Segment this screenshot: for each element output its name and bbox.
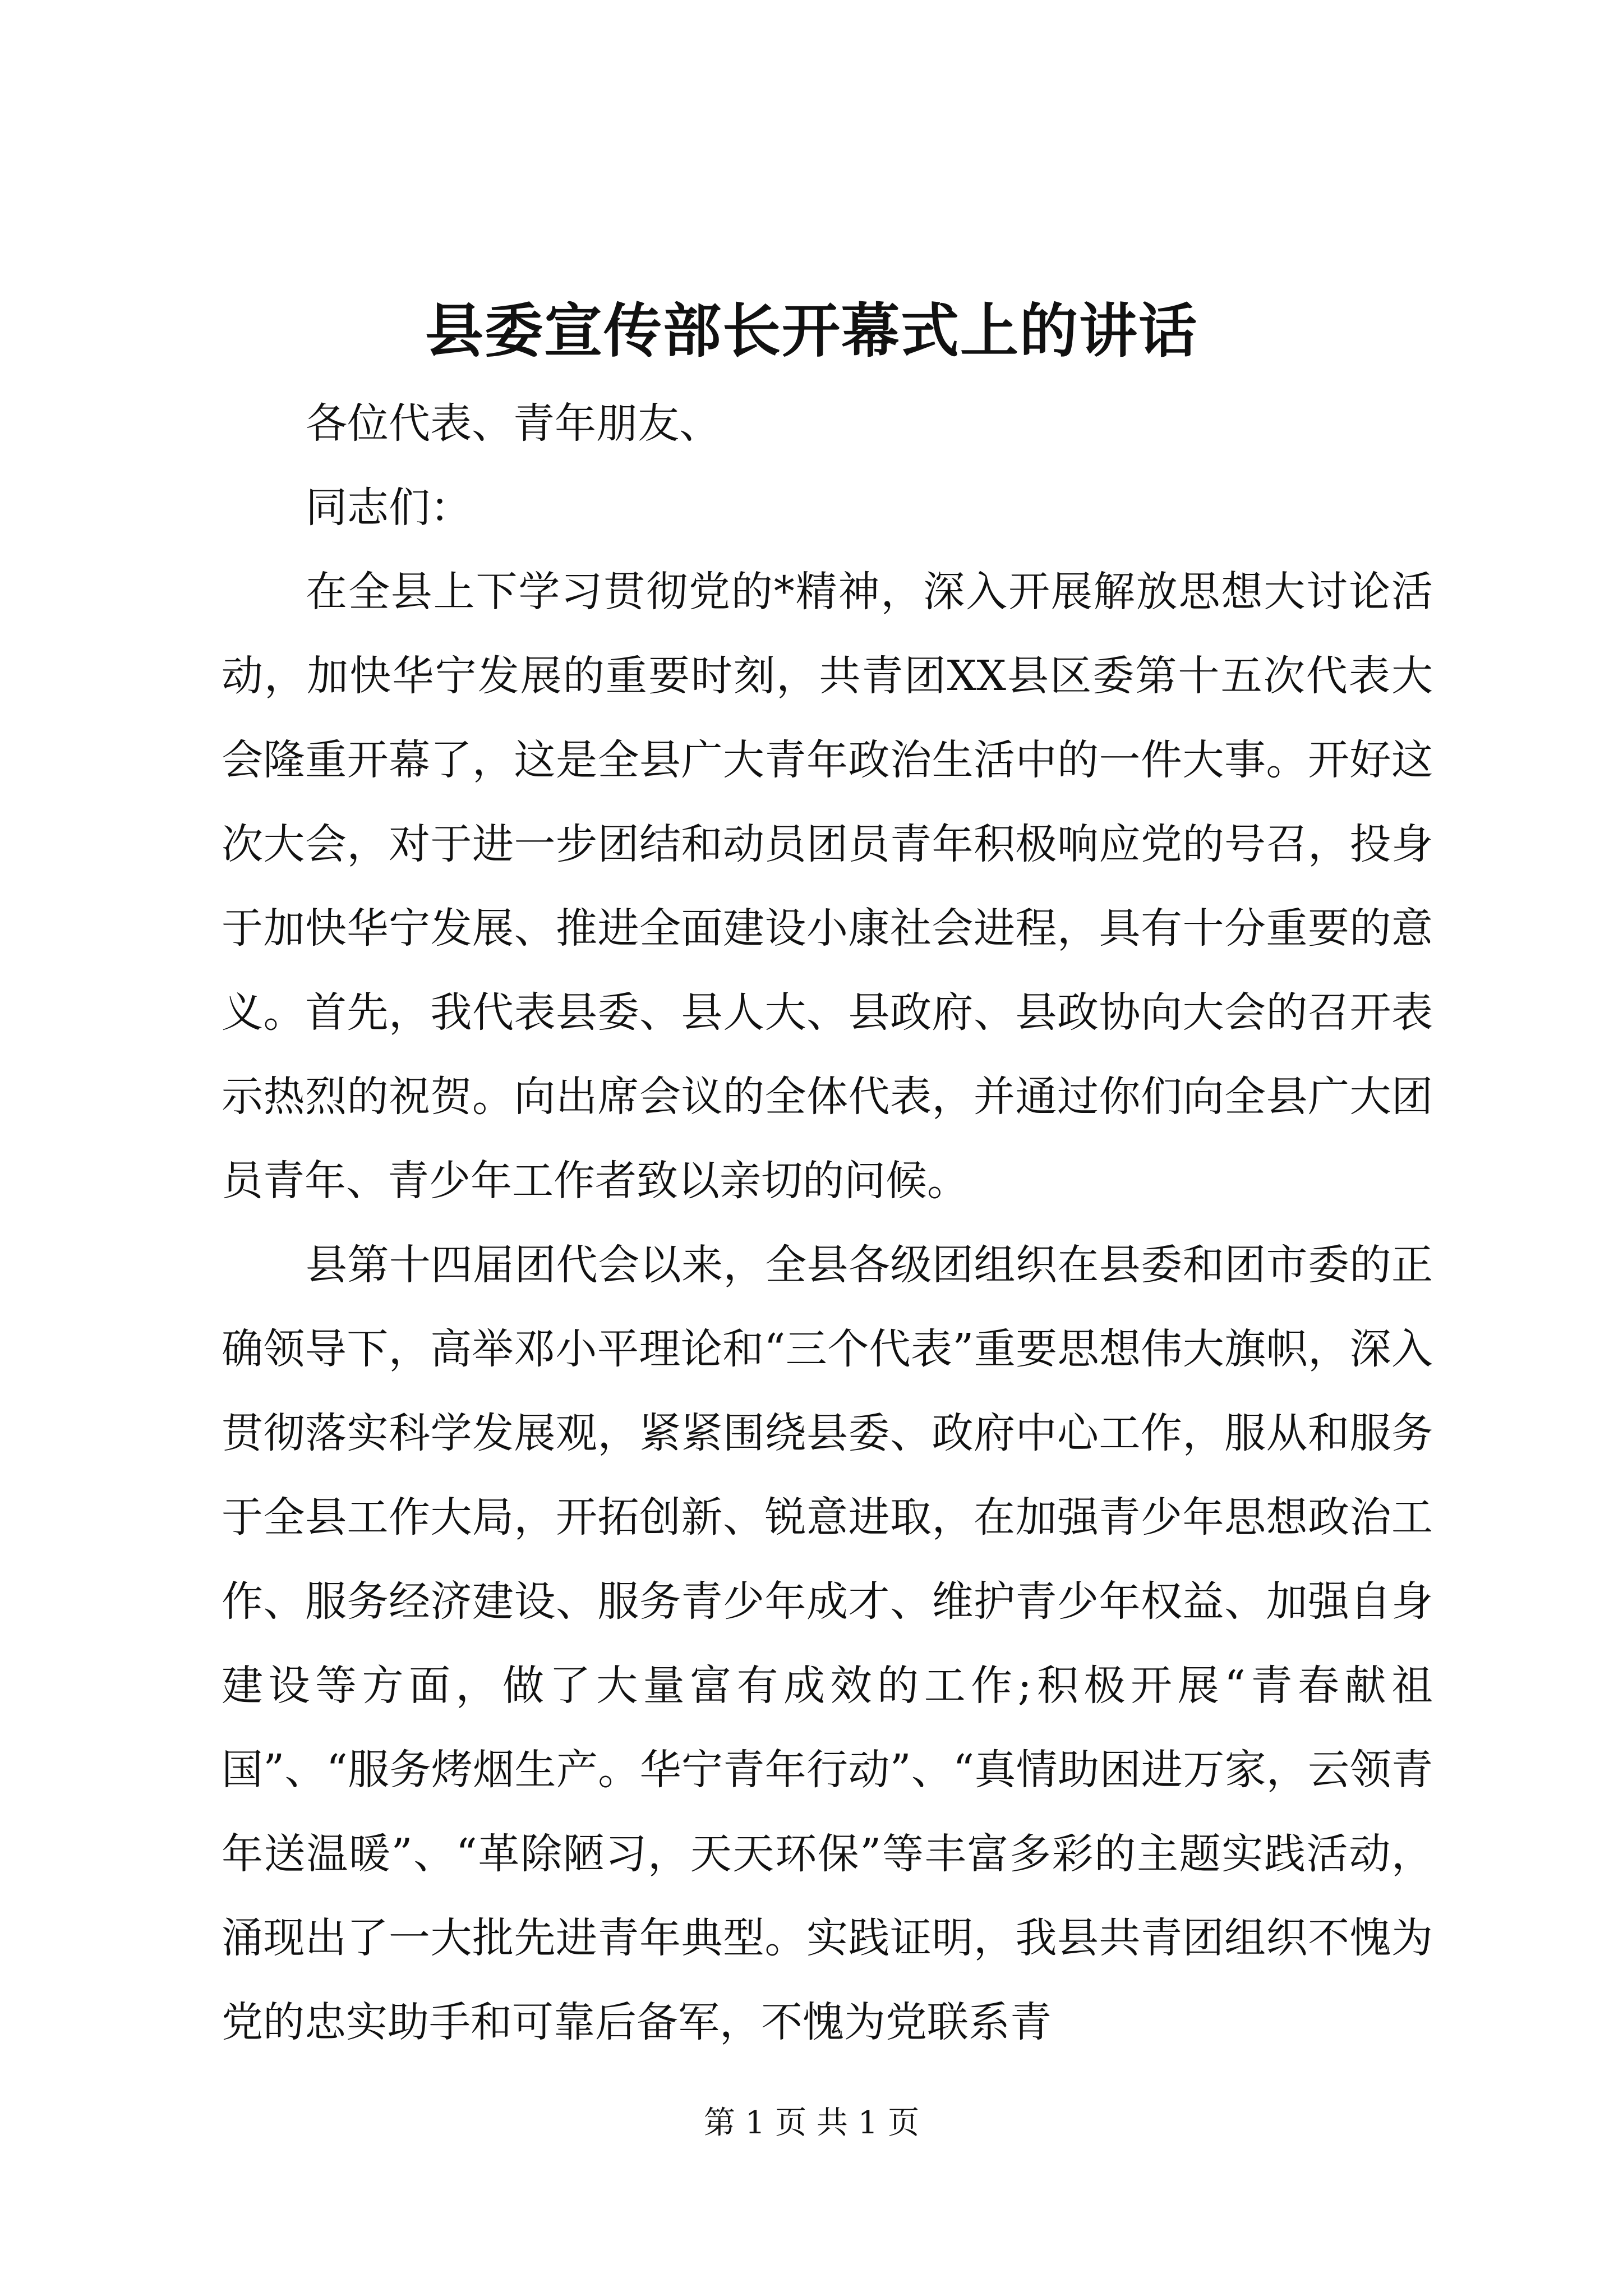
salutation-line-1: 各位代表、青年朋友、 xyxy=(306,399,721,448)
page-footer: 第 1 页 共 1 页 xyxy=(703,2105,920,2141)
body-paragraph-2: 县第十四届团代会以来，全县各级团组织在县委和团市委的正确领导下，高举邓小平理论和“三个代表”重要思想伟大旗帜，深入贯彻落实科学发展观，紧紧围绕县委、政府中心工作，服从和服务于全县工作大局，开拓创新、锐意进取，在加强青少年思想政治工作、服务经济建设、服务青少年成才、维护青少年权益、加强自身建设等方面，做了大量富有成效的工作;积极开展“青春献祖国”、“服务烤烟生产。华宁青年行动”、“真情助困进万家，云领青年送温暖”、“革除陋习，天天环保”等丰富多彩的主题实践活动，涌现出了一大批先进青年典型。实践证明，我县共青团组织不愧为党的忠实助手和可靠后备军，不愧为党联系青 xyxy=(222,1241,1433,2046)
salutation-line-2: 同志们： xyxy=(306,484,472,532)
body-paragraph-1: 在全县上下学习贯彻党的*精神，深入开展解放思想大讨论活动，加快华宁发展的重要时刻，共青团XX县区委第十五次代表大会隆重开幕了，这是全县广大青年政治生活中的一件大事。开好这次大会，对于进一步团结和动员团员青年积极响应党的号召，投身于加快华宁发展、推进全面建设小康社会进程，具有十分重要的意义。首先，我代表县委、县人大、县政府、县政协向大会的召开表示热烈的祝贺。向出席会议的全体代表，并通过你们向全县广大团员青年、青少年工作者致以亲切的问候。 xyxy=(222,568,1433,1205)
document-body xyxy=(222,381,1433,2064)
document-title: 县委宣传部长开幕式上的讲话 xyxy=(425,296,1198,365)
